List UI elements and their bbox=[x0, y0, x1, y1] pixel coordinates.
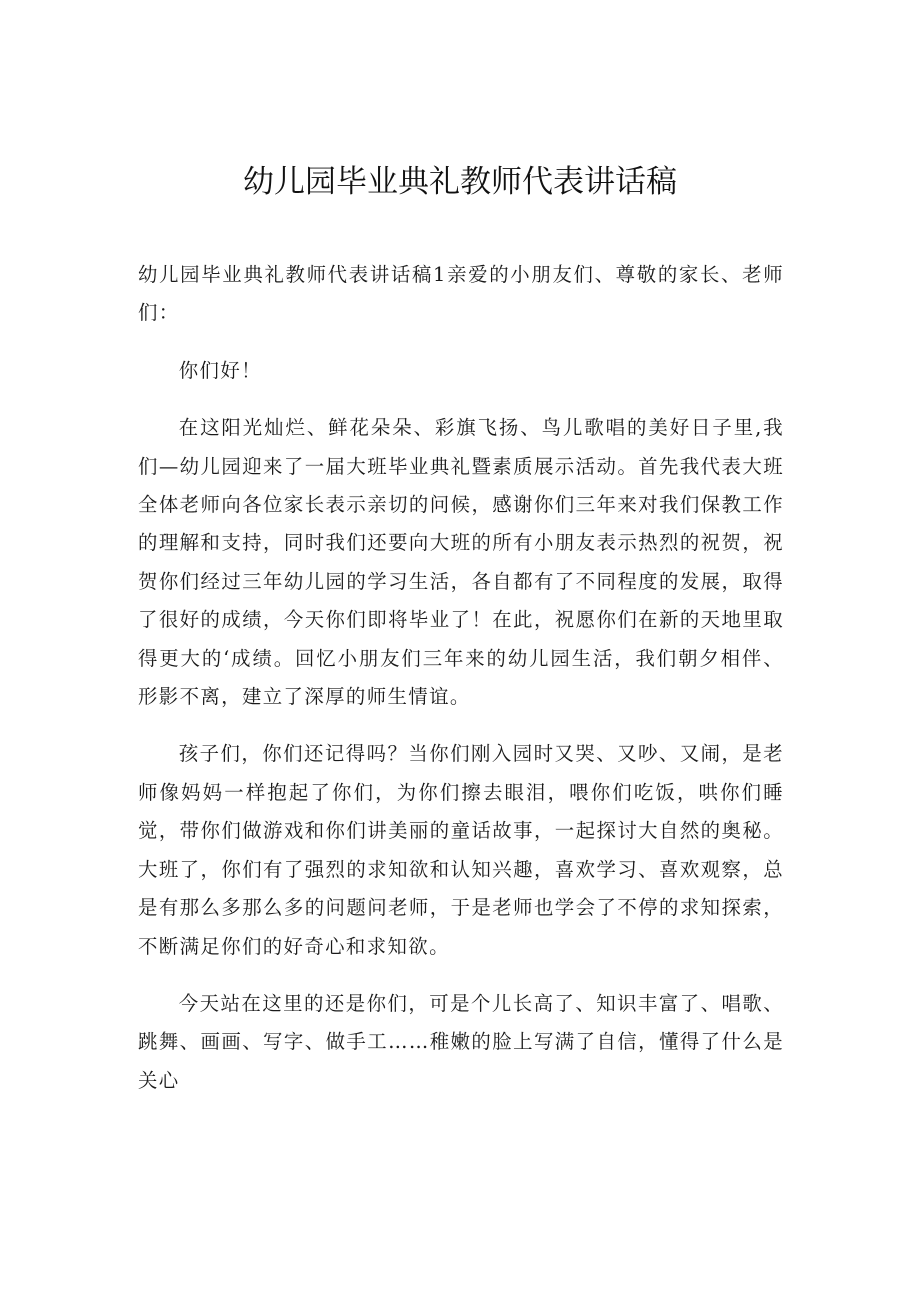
document-body bbox=[138, 256, 784, 1119]
document-title: 幼儿园毕业典礼教师代表讲话稿 bbox=[243, 164, 677, 200]
paragraph-celebration: 在这阳光灿烂、鲜花朵朵、彩旗飞扬、鸟儿歌唱的美好日子里,我们—幼儿园迎来了一届大班毕业典礼暨素质展示活动。首先我代表大班全体老师向各位家长表示亲切的问候，感谢你们三年来对我们保教工作的理解和支持，同时我们还要向大班的所有小朋友表示热烈的祝贺，祝贺你们经过三年幼儿园的学习生活，各自都有了不同程度的发展，取得了很好的成绩，今天你们即将毕业了！在此，祝愿你们在新的天地里取得更大的‘成绩。回忆小朋友们三年来的幼儿园生活，我们朝夕相伴、形影不离，建立了深厚的师生情谊。 bbox=[138, 416, 784, 709]
paragraph-today: 今天站在这里的还是你们，可是个儿长高了、知识丰富了、唱歌、跳舞、画画、写字、做手工……稚嫩的脸上写满了自信，懂得了什么是关心 bbox=[138, 991, 784, 1092]
paragraph-memories: 孩子们，你们还记得吗？当你们刚入园时又哭、又吵、又闹，是老师像妈妈一样抱起了你们，为你们擦去眼泪，喂你们吃饭，哄你们睡觉，带你们做游戏和你们讲美丽的童话故事，一起探讨大自然的奥秘。大班了，你们有了强烈的求知欲和认知兴趣，喜欢学习、喜欢观察，总是有那么多那么多的问题问老师，于是老师也学会了不停的求知探索，不断满足你们的好奇心和求知欲。 bbox=[138, 742, 784, 958]
paragraph-greeting-heading: 幼儿园毕业典礼教师代表讲话稿1亲爱的小朋友们、尊敬的家长、老师们： bbox=[138, 263, 784, 325]
paragraph-hello: 你们好！ bbox=[178, 358, 262, 382]
